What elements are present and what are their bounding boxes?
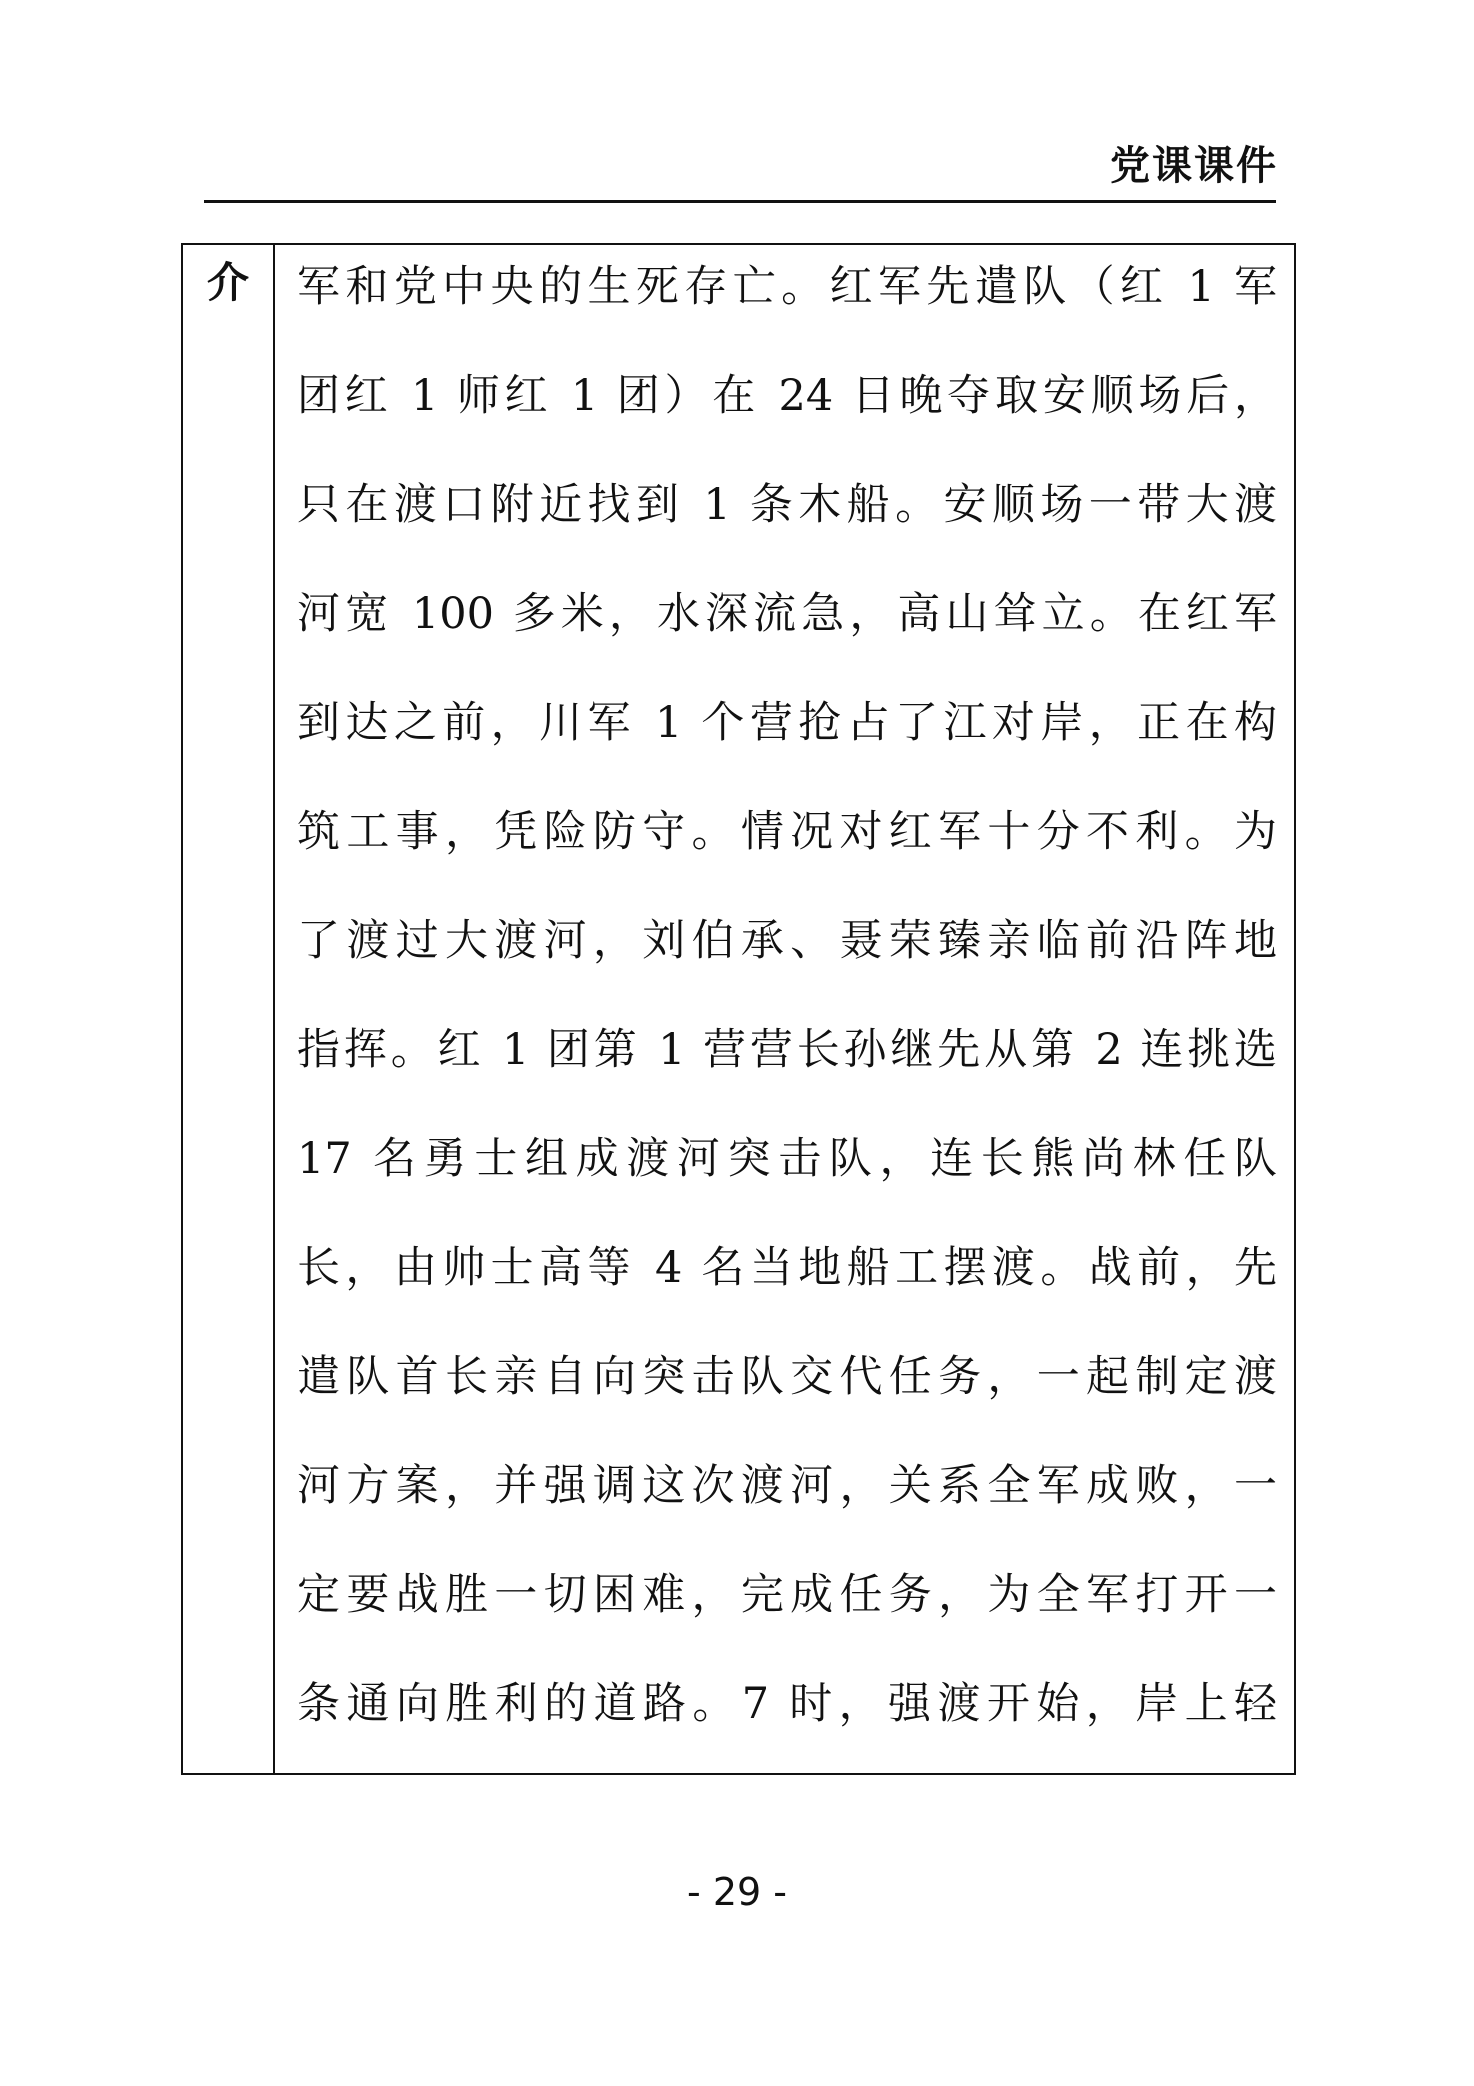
- text-line: 长，由帅士高等 4 名当地船工摆渡。战前，先: [297, 1243, 1277, 1293]
- text-line: 指挥。红 1 团第 1 营营长孙继先从第 2 连挑选: [297, 1025, 1277, 1075]
- page-header-title: 党课课件: [1110, 143, 1278, 189]
- text-line: 只在渡口附近找到 1 条木船。安顺场一带大渡: [297, 480, 1277, 530]
- text-line: 定要战胜一切困难，完成任务，为全军打开一: [297, 1570, 1277, 1620]
- label-cell: [183, 245, 275, 1773]
- page-number: - 29 -: [687, 1870, 787, 1914]
- header-rule: [204, 200, 1276, 203]
- content-table: [181, 243, 1296, 1775]
- label-text: 介: [206, 258, 249, 307]
- body-cell: [275, 245, 1294, 1773]
- text-line: 筑工事，凭险防守。情况对红军十分不利。为: [297, 807, 1277, 857]
- body-text: [297, 257, 1277, 1783]
- text-line: 到达之前，川军 1 个营抢占了江对岸，正在构: [297, 698, 1277, 748]
- text-line: 军和党中央的生死存亡。红军先遣队（红 1 军: [297, 262, 1277, 312]
- text-line: 条通向胜利的道路。7 时，强渡开始，岸上轻: [297, 1679, 1277, 1729]
- text-line: 了渡过大渡河，刘伯承、聂荣臻亲临前沿阵地: [297, 916, 1277, 966]
- text-line: 遣队首长亲自向突击队交代任务，一起制定渡: [297, 1352, 1277, 1402]
- text-line: 河宽 100 多米，水深流急，高山耸立。在红军: [297, 589, 1277, 639]
- text-line: 17 名勇士组成渡河突击队，连长熊尚林任队: [297, 1134, 1277, 1184]
- text-line: 团红 1 师红 1 团）在 24 日晚夺取安顺场后，: [297, 371, 1277, 421]
- text-line: 河方案，并强调这次渡河，关系全军成败，一: [297, 1461, 1277, 1511]
